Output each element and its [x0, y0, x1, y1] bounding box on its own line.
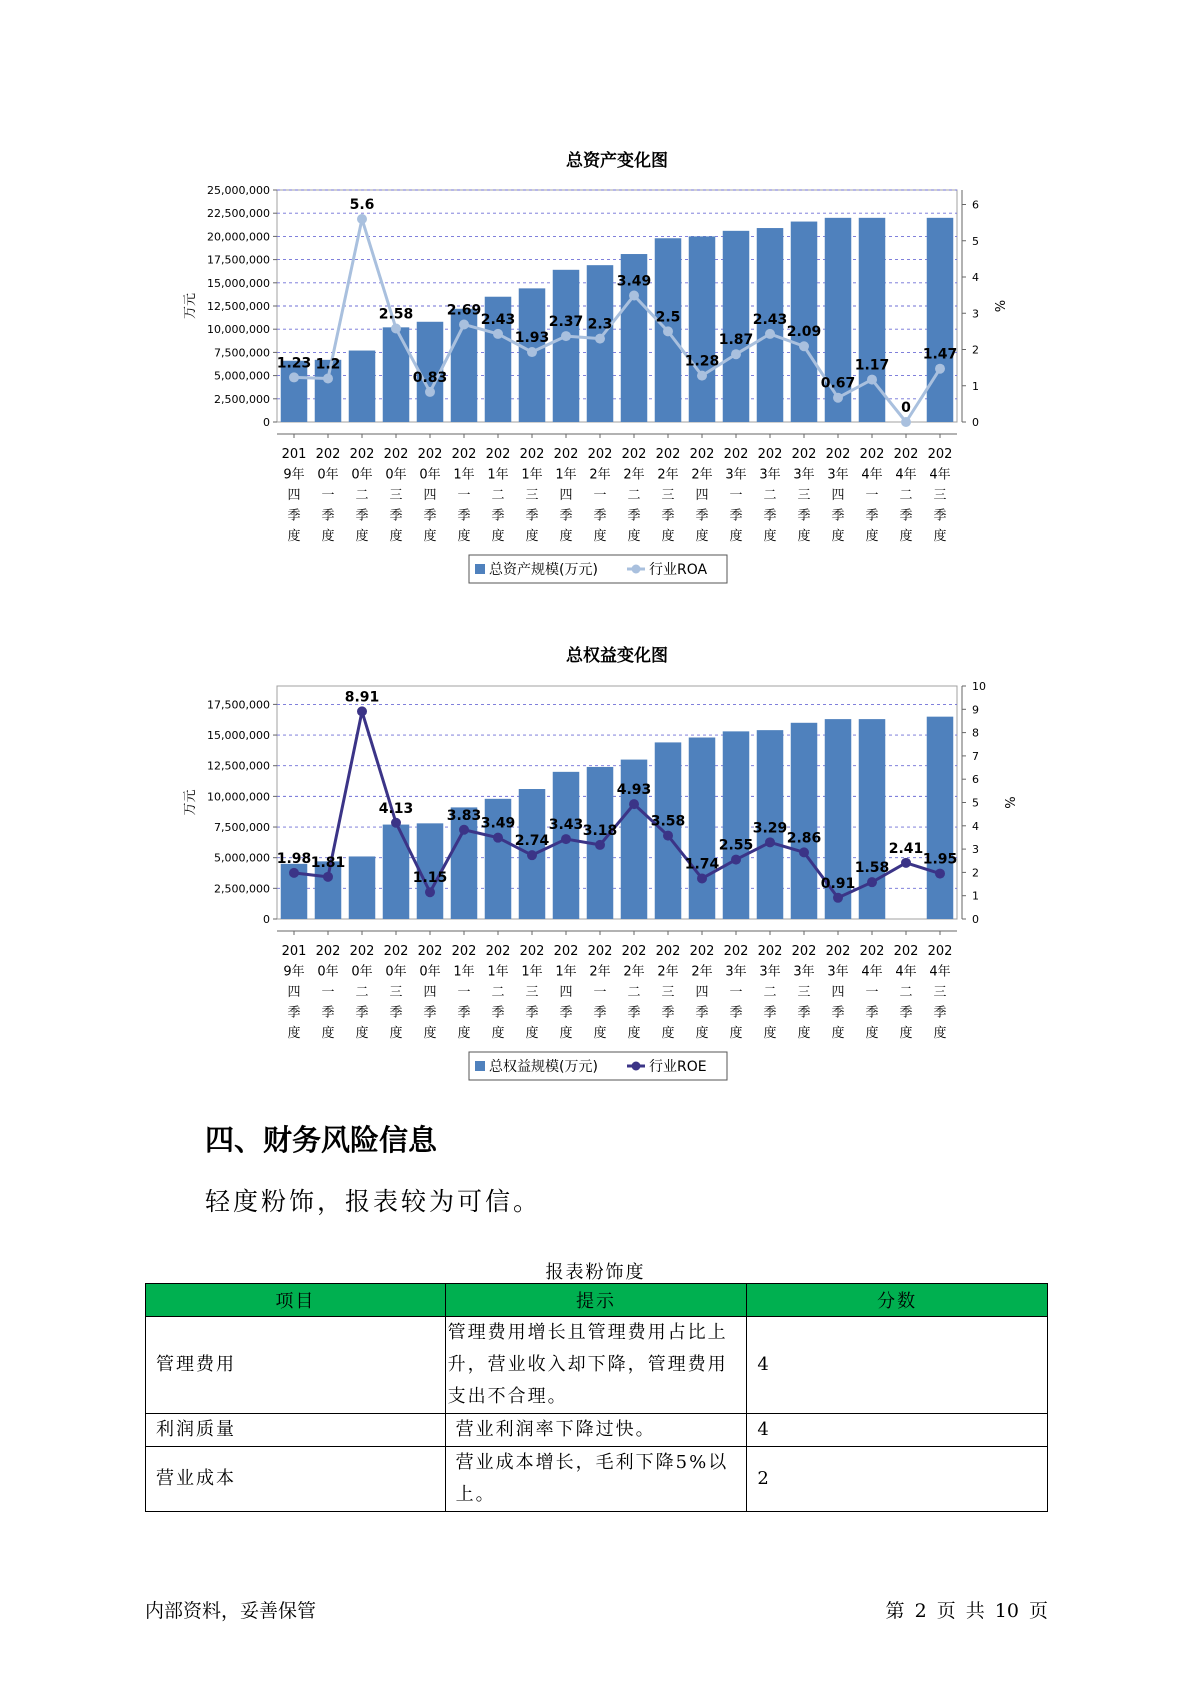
bar [927, 717, 954, 919]
x-tick-label: 202 0年二季度 [349, 447, 375, 544]
line-point [799, 847, 809, 857]
data-label: 2.74 [514, 833, 550, 850]
x-tick-label: 202 3年三季度 [791, 944, 817, 1041]
legend-swatch-point [632, 1062, 641, 1071]
y-tick-label: 12,500,000 [207, 300, 270, 313]
chart-title: 总资产变化图 [566, 151, 668, 171]
legend-label: 行业ROA [649, 562, 708, 578]
x-tick-label: 202 0年四季度 [417, 944, 443, 1041]
bar [791, 723, 818, 919]
x-tick-label: 202 3年四季度 [825, 447, 851, 544]
data-label: 0 [901, 400, 911, 416]
data-label: 3.83 [446, 807, 482, 824]
table-row [146, 1447, 1048, 1512]
x-tick-label: 202 2年二季度 [621, 944, 647, 1041]
line-point [357, 706, 367, 716]
x-tick-label: 202 2年三季度 [655, 944, 681, 1041]
line-point [935, 869, 945, 879]
line-point [527, 850, 537, 860]
data-label: 1.98 [276, 850, 312, 867]
data-label: 2.3 [587, 316, 613, 333]
y-tick-label: 7,500,000 [214, 346, 270, 360]
data-label: 2.37 [548, 314, 584, 331]
x-tick-label: 202 4年二季度 [893, 447, 919, 544]
x-tick-label: 201 9年四季度 [281, 447, 307, 544]
data-label: 2.86 [786, 830, 822, 847]
data-label: 1.23 [276, 355, 312, 372]
y2-tick-label: 8 [972, 726, 979, 740]
table-header-row [146, 1284, 1048, 1317]
line-point [697, 873, 707, 883]
bar [723, 731, 750, 919]
data-label: 1.17 [854, 357, 890, 374]
x-tick-label: 202 1年三季度 [519, 944, 545, 1041]
legend-label: 总权益规模(万元) [489, 1059, 598, 1075]
y2-tick-label: 2 [972, 866, 979, 880]
header-hint: 提示 [445, 1284, 747, 1317]
y-tick-label: 10,000,000 [207, 323, 270, 337]
data-label: 1.47 [922, 346, 958, 363]
data-label: 3.49 [616, 273, 652, 290]
row-hint: 管理费用增长且管理费用占比上升，营业收入却下降，管理费用支出不合理。 [445, 1317, 747, 1414]
x-tick-label: 202 1年四季度 [553, 944, 579, 1041]
y-tick-label: 0 [263, 416, 270, 429]
line-point [391, 818, 401, 828]
data-label: 8.91 [344, 689, 380, 706]
data-label: 0.91 [820, 875, 856, 892]
y-tick-label: 20,000,000 [207, 230, 270, 244]
row-hint: 营业利润率下降过快。 [445, 1414, 747, 1447]
row-item: 营业成本 [146, 1447, 446, 1512]
data-label: 1.15 [412, 870, 448, 887]
line-point [289, 868, 299, 878]
risk-table [145, 1283, 1048, 1512]
data-label: 1.58 [854, 860, 890, 877]
data-label: 2.55 [718, 837, 754, 854]
y-tick-label: 5,000,000 [214, 851, 270, 865]
row-item: 管理费用 [146, 1317, 446, 1414]
chart-title: 总权益变化图 [566, 646, 668, 666]
y-tick-label: 12,500,000 [207, 759, 270, 773]
line-point [595, 840, 605, 850]
y-tick-label: 22,500,000 [207, 207, 270, 221]
y-tick-label: 17,500,000 [207, 698, 270, 712]
x-tick-label: 202 3年三季度 [791, 447, 817, 544]
x-tick-label: 202 3年一季度 [723, 447, 749, 544]
data-label: 1.2 [315, 356, 341, 373]
y2-axis-title: % [991, 299, 1006, 313]
line-point [561, 834, 571, 844]
x-tick-label: 202 3年二季度 [757, 944, 783, 1041]
bar [451, 807, 478, 919]
row-item: 利润质量 [146, 1414, 446, 1447]
legend-label: 总资产规模(万元) [489, 562, 598, 578]
x-tick-label: 202 0年二季度 [349, 944, 375, 1041]
data-label: 1.93 [514, 330, 550, 347]
data-label: 3.29 [752, 820, 788, 837]
footer-confidential: 内部资料，妥善保管 [145, 1600, 317, 1622]
line-point [867, 877, 877, 887]
x-tick-label: 202 1年一季度 [451, 944, 477, 1041]
x-tick-label: 202 3年四季度 [825, 944, 851, 1041]
y2-tick-label: 5 [972, 234, 979, 248]
data-label: 2.43 [752, 311, 788, 328]
data-label: 3.18 [582, 822, 618, 839]
x-tick-label: 202 2年二季度 [621, 447, 647, 544]
data-label: 3.43 [548, 817, 584, 834]
data-label: 2.09 [786, 324, 822, 341]
y2-tick-label: 0 [972, 913, 979, 926]
table-row [146, 1414, 1048, 1447]
y2-axis-title: % [1001, 796, 1016, 809]
section-title: 四、财务风险信息 [205, 1123, 438, 1157]
row-score: 4 [747, 1414, 1048, 1447]
row-score: 2 [747, 1447, 1048, 1512]
y-tick-label: 7,500,000 [214, 821, 270, 835]
data-label: 4.13 [378, 800, 414, 817]
y-tick-label: 2,500,000 [214, 882, 270, 896]
data-label: 5.6 [349, 197, 375, 213]
bar [859, 719, 886, 919]
y-tick-label: 17,500,000 [207, 253, 270, 267]
y-tick-label: 10,000,000 [207, 790, 270, 804]
data-label: 0.83 [412, 369, 448, 386]
line-point [629, 799, 639, 809]
x-tick-label: 202 2年一季度 [587, 944, 613, 1041]
y2-tick-label: 6 [972, 198, 979, 212]
table-row [146, 1317, 1048, 1414]
line-point [459, 825, 469, 835]
y2-tick-label: 7 [972, 749, 979, 763]
y-tick-label: 0 [263, 913, 270, 926]
line-point [901, 858, 911, 868]
x-tick-label: 202 0年一季度 [315, 944, 341, 1041]
bar [689, 738, 716, 919]
x-tick-label: 202 2年三季度 [655, 447, 681, 544]
line-point [323, 872, 333, 882]
line-point [765, 837, 775, 847]
x-tick-label: 202 1年一季度 [451, 447, 477, 544]
y-axis-title: 万元 [183, 789, 198, 816]
y2-tick-label: 6 [972, 773, 979, 787]
line-point [833, 893, 843, 903]
data-label: 0.67 [820, 375, 856, 392]
data-label: 1.74 [684, 856, 720, 873]
y-tick-label: 15,000,000 [207, 729, 270, 743]
y2-tick-label: 3 [972, 843, 979, 857]
data-label: 4.93 [616, 782, 652, 799]
y2-tick-label: 4 [972, 271, 979, 284]
x-tick-label: 202 3年二季度 [757, 447, 783, 544]
bar [553, 772, 580, 919]
data-label: 3.58 [650, 813, 686, 830]
x-tick-label: 202 2年一季度 [587, 447, 613, 544]
y2-tick-label: 9 [972, 703, 979, 717]
x-tick-label: 202 1年二季度 [485, 944, 511, 1041]
data-label: 2.41 [888, 840, 924, 857]
x-tick-label: 202 0年三季度 [383, 447, 409, 544]
line-point [731, 855, 741, 865]
legend-label: 行业ROE [649, 1059, 707, 1075]
line-point [493, 833, 503, 843]
y2-tick-label: 5 [972, 796, 979, 810]
header-score: 分数 [747, 1284, 1048, 1317]
row-score: 4 [747, 1317, 1048, 1414]
data-label: 1.81 [310, 854, 346, 871]
x-tick-label: 202 4年一季度 [859, 944, 885, 1041]
data-label: 1.28 [684, 353, 720, 370]
x-tick-label: 202 2年四季度 [689, 447, 715, 544]
header-item: 项目 [146, 1284, 446, 1317]
data-label: 1.95 [922, 851, 958, 868]
y2-tick-label: 4 [972, 819, 979, 833]
x-tick-label: 202 1年三季度 [519, 447, 545, 544]
x-tick-label: 202 0年一季度 [315, 447, 341, 544]
y2-tick-label: 3 [972, 307, 979, 321]
table-caption: 报表粉饰度 [545, 1262, 646, 1283]
risk-summary: 轻度粉饰，报表较为可信。 [205, 1187, 542, 1216]
y-tick-label: 2,500,000 [214, 392, 270, 406]
row-hint: 营业成本增长，毛利下降5%以上。 [445, 1447, 747, 1512]
y-tick-label: 15,000,000 [207, 276, 270, 290]
x-tick-label: 201 9年四季度 [281, 944, 307, 1041]
x-tick-label: 202 4年一季度 [859, 447, 885, 544]
y-axis-title: 万元 [183, 292, 198, 320]
y2-tick-label: 1 [972, 889, 979, 903]
x-tick-label: 202 3年一季度 [723, 944, 749, 1041]
y2-tick-label: 2 [972, 343, 979, 357]
x-tick-label: 202 2年四季度 [689, 944, 715, 1041]
y-tick-label: 5,000,000 [214, 369, 270, 383]
data-label: 2.5 [655, 309, 681, 326]
data-label: 2.69 [446, 302, 482, 319]
line-point [663, 831, 673, 841]
data-label: 2.58 [378, 306, 414, 323]
line-point [425, 887, 435, 897]
x-tick-label: 202 1年四季度 [553, 447, 579, 544]
footer-page-number: 第 2 页 共 10 页 [885, 1600, 1048, 1622]
y2-tick-label: 0 [972, 416, 979, 429]
legend-swatch-bar [475, 1061, 485, 1071]
y2-tick-label: 10 [972, 680, 986, 693]
data-label: 1.87 [718, 332, 754, 349]
x-tick-label: 202 4年三季度 [927, 447, 953, 544]
x-tick-label: 202 4年二季度 [893, 944, 919, 1041]
x-tick-label: 202 0年四季度 [417, 447, 443, 544]
x-tick-label: 202 1年二季度 [485, 447, 511, 544]
x-tick-label: 202 4年三季度 [927, 944, 953, 1041]
y-tick-label: 25,000,000 [207, 184, 270, 197]
data-label: 3.49 [480, 815, 516, 832]
data-label: 2.43 [480, 311, 516, 328]
bar [349, 856, 376, 919]
x-tick-label: 202 0年三季度 [383, 944, 409, 1041]
y2-tick-label: 1 [972, 379, 979, 393]
